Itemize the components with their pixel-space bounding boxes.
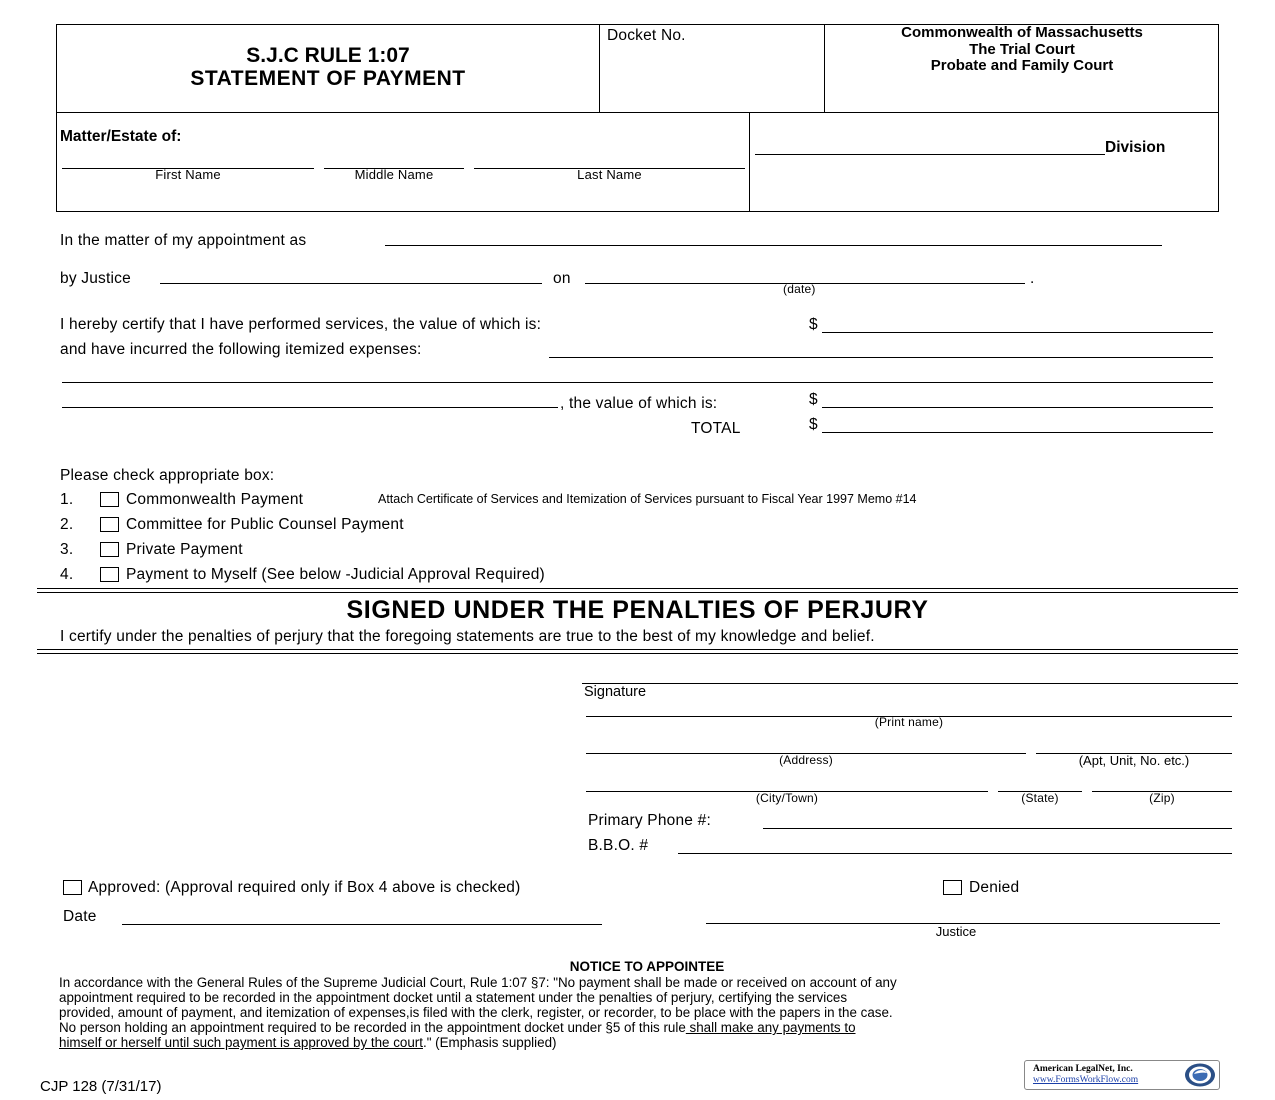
signature-line[interactable] [582,683,1238,684]
expenses-label: and have incurred the following itemized expenses: [60,341,422,358]
services-dollar: $ [809,316,818,333]
box-3-number: 3. [60,541,74,558]
box-1-number: 1. [60,491,74,508]
form-id: CJP 128 (7/31/17) [40,1078,162,1095]
notice-line-5-plain: ." (Emphasis supplied) [422,1035,557,1050]
total-dollar: $ [809,416,818,433]
notice-line-3: provided, amount of payment, and itemization of expenses,is filed with the clerk, register, or recorder, to be place with the papers in the case. [59,1005,893,1020]
zip-caption: (Zip) [1149,791,1175,805]
court-line-1: Commonwealth of Massachusetts [901,24,1143,41]
signature-label: Signature [584,684,647,700]
expenses-value-line[interactable] [822,407,1213,408]
expenses-line-2[interactable] [62,382,1213,383]
commonwealth-payment-checkbox[interactable] [100,492,119,507]
matter-col-divider [749,112,750,212]
perjury-text: I certify under the penalties of perjury that the foregoing statements are true to the best of my knowledge and belief. [60,628,875,645]
box-1-label: Commonwealth Payment [126,491,304,508]
brand-url: www.FormsWorkFlow.com [1033,1075,1139,1085]
notice-line-4-emphasis: shall make any payments to [685,1020,856,1035]
justice-line[interactable] [160,283,542,284]
court-line-2: The Trial Court [969,40,1075,58]
services-label: I hereby certify that I have performed services, the value of which is: [60,316,542,333]
cpcs-payment-checkbox[interactable] [100,517,119,532]
state-caption: (State) [1021,791,1059,805]
header-col-divider-1 [599,24,600,112]
rule-title: S.J.C RULE 1:07 [246,44,410,67]
box-4-label: Payment to Myself (See below -Judicial Approval Required) [126,566,545,583]
division-line[interactable] [755,154,1105,155]
brand-logo-box[interactable] [1024,1060,1220,1090]
notice-line-4-plain: No person holding an appointment required to be recorded in the appointment docket under §5 of this rule [59,1020,686,1035]
expenses-dollar: $ [809,391,818,408]
docket-label: Docket No. [607,27,686,44]
appointment-line[interactable] [385,245,1162,246]
perjury-rule-bottom-2 [37,653,1238,654]
perjury-rule-top-2 [37,592,1238,593]
last-name-caption: Last Name [577,167,642,182]
date-label: Date [63,908,97,925]
middle-name-caption: Middle Name [354,167,434,182]
header-col-divider-2 [824,24,825,112]
notice-line-5-emphasis: himself or herself until such payment is approved by the court [59,1035,423,1050]
denied-label: Denied [969,879,1020,896]
perjury-rule-bottom-1 [37,649,1238,650]
division-label: Division [1105,139,1166,156]
bbo-label: B.B.O. # [588,837,649,854]
approval-date-line[interactable] [122,924,602,925]
notice-heading: NOTICE TO APPOINTEE [569,959,725,974]
notice-body [59,975,897,1050]
box-4-number: 4. [60,566,74,583]
date-period: . [1030,270,1035,287]
phone-line[interactable] [763,828,1232,829]
box-1-note: Attach Certificate of Services and Itemization of Services pursuant to Fiscal Year 1997 Memo #14 [378,492,917,506]
date-caption: (date) [783,282,816,296]
notice-line-1: In accordance with the General Rules of the Supreme Judicial Court, Rule 1:07 §7: "No payment shall be made or received on account of any [59,975,897,990]
header-divider [56,112,1219,113]
box-3-label: Private Payment [126,541,243,558]
box-2-number: 2. [60,516,74,533]
brand-name: American LegalNet, Inc. [1033,1064,1133,1074]
total-label: TOTAL [691,420,741,437]
services-value-line[interactable] [822,332,1213,333]
perjury-heading: SIGNED UNDER THE PENALTIES OF PERJURY [346,596,929,624]
form-title: STATEMENT OF PAYMENT [190,67,466,90]
notice-line-2: appointment required to be recorded in the appointment docket until a statement under the penalties of perjury, certifying the services [59,990,848,1005]
expenses-line-3[interactable] [62,407,558,408]
address-caption: (Address) [779,753,833,767]
city-caption: (City/Town) [755,791,819,805]
globe-icon [1183,1062,1217,1088]
perjury-rule-top-1 [37,588,1238,589]
docket-field[interactable] [602,48,820,108]
print-name-caption: (Print name) [874,715,944,729]
total-value-line[interactable] [822,432,1213,433]
on-label: on [553,270,571,287]
phone-label: Primary Phone #: [588,812,711,829]
appointment-label: In the matter of my appointment as [60,232,307,249]
private-payment-checkbox[interactable] [100,542,119,557]
court-block [826,25,1218,75]
payment-to-myself-checkbox[interactable] [100,567,119,582]
box-2-label: Committee for Public Counsel Payment [126,516,404,533]
denied-checkbox[interactable] [943,880,962,895]
expenses-line-1[interactable] [549,357,1213,358]
expenses-value-label: , the value of which is: [560,395,718,412]
court-line-3: Probate and Family Court [930,57,1114,74]
approved-label: Approved: (Approval required only if Box 4 above is checked) [88,879,521,896]
notice-line-5 [59,1035,897,1050]
notice-line-4 [59,1020,897,1035]
bbo-line[interactable] [678,853,1232,854]
apt-caption: (Apt, Unit, No. etc.) [1078,753,1190,768]
matter-label: Matter/Estate of: [60,128,182,145]
first-name-caption: First Name [155,167,221,182]
justice-caption: Justice [935,924,977,939]
approved-checkbox[interactable] [63,880,82,895]
checkbox-prompt: Please check appropriate box: [60,467,275,484]
justice-label: by Justice [60,270,131,287]
